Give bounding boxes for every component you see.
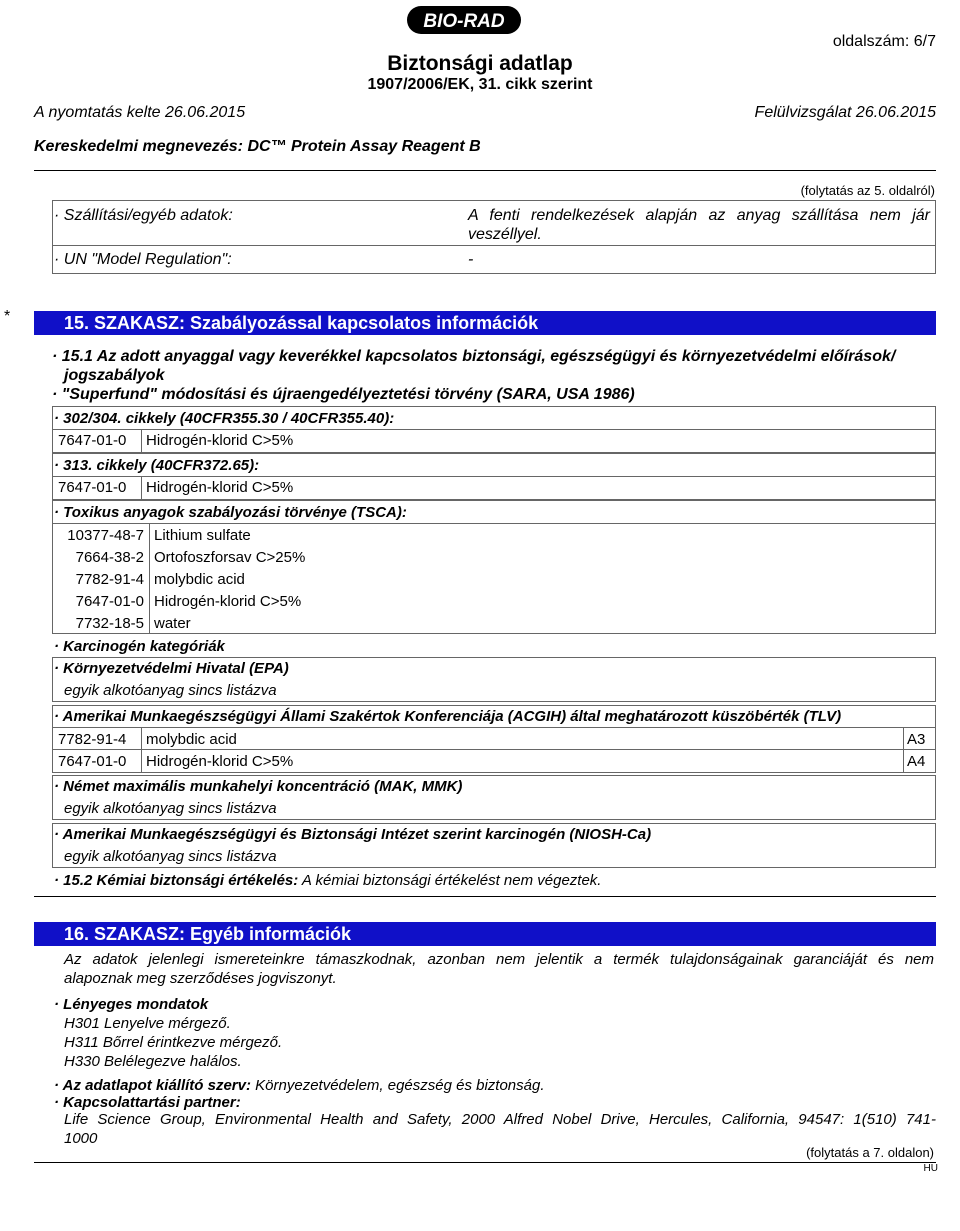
s313-cas: 7647-01-0 xyxy=(58,479,127,496)
transport-other-label: · Szállítási/egyéb adatok: xyxy=(54,207,233,224)
tsca-col-divider xyxy=(149,524,150,634)
niosh-value: egyik alkotóanyag sincs listázva xyxy=(64,848,277,865)
epa-label: · Környezetvédelmi Hivatal (EPA) xyxy=(54,660,289,677)
acgih-category-2: A4 xyxy=(907,753,926,770)
transport-divider xyxy=(52,245,936,246)
acgih-row-divider xyxy=(52,749,936,750)
acgih-category-1: A3 xyxy=(907,731,926,748)
phrase-h301: H301 Lenyelve mérgező. xyxy=(64,1015,231,1032)
s151-line-2: jogszabályok xyxy=(64,367,165,384)
acgih-col-divider-2 xyxy=(903,728,904,773)
s152-label: · 15.2 Kémiai biztonsági értékelés: xyxy=(54,872,299,889)
mak-label: · Német maximális munkahelyi koncentráció (MAK, MMK) xyxy=(54,778,463,795)
s313-divider xyxy=(52,476,936,477)
print-date: A nyomtatás kelte 26.06.2015 xyxy=(34,104,246,121)
s16-intro-1: Az adatok jelenlegi ismereteinkre támaszkodnak, azonban nem jelentik a termék tulajdonságainak garanciáját és nem xyxy=(64,951,934,968)
changed-marker: * xyxy=(4,308,11,325)
contact-label: · Kapcsolattartási partner: xyxy=(54,1094,241,1111)
issuer-label: · Az adatlapot kiállító szerv: xyxy=(54,1077,251,1094)
revision-date: Felülvizsgálat 26.06.2015 xyxy=(754,104,936,121)
header-divider xyxy=(34,170,936,171)
tsca-cas-1: 10377-48-7 xyxy=(67,527,144,544)
issuer-value: Környezetvédelem, egészség és biztonság. xyxy=(251,1077,545,1094)
continued-from: (folytatás az 5. oldalról) xyxy=(800,183,935,198)
tsca-cas-3: 7782-91-4 xyxy=(75,571,144,588)
tsca-cas-2: 7664-38-2 xyxy=(75,549,144,566)
acgih-divider xyxy=(52,727,936,728)
tsca-substance-1: Lithium sulfate xyxy=(154,527,251,544)
continued-to: (folytatás a 7. oldalon) xyxy=(806,1145,934,1160)
tsca-label: · Toxikus anyagok szabályozási törvénye (TSCA): xyxy=(54,504,407,521)
relevant-phrases-label: · Lényeges mondatok xyxy=(54,996,209,1013)
un-model-label: · UN "Model Regulation": xyxy=(54,251,232,268)
acgih-col-divider-1 xyxy=(141,728,142,773)
acgih-substance-2: Hidrogén-klorid C>5% xyxy=(146,753,294,770)
section-divider xyxy=(34,896,936,897)
s16-intro-2: alapoznak meg szerződéses jogviszonyt. xyxy=(64,970,337,987)
s152-value: A kémiai biztonsági értékelést nem végeztek. xyxy=(298,872,602,889)
sara-heading: · "Superfund" módosítási és újraengedélyeztetési törvény (SARA, USA 1986) xyxy=(52,386,635,403)
s302-divider xyxy=(52,429,936,430)
doc-subtitle: 1907/2006/EK, 31. cikk szerint xyxy=(367,76,593,93)
niosh-label: · Amerikai Munkaegészségügyi és Biztonsági Intézet szerint karcinogén (NIOSH-Ca) xyxy=(54,826,652,843)
s302-cas: 7647-01-0 xyxy=(58,432,127,449)
s302-label: · 302/304. cikkely (40CFR355.30 / 40CFR355.40): xyxy=(54,410,395,427)
page-number: oldalszám: 6/7 xyxy=(832,33,936,50)
s302-col-divider xyxy=(141,430,142,453)
section-15-title: 15. SZAKASZ: Szabályozással kapcsolatos információk xyxy=(34,311,936,335)
phrase-h311: H311 Bőrrel érintkezve mérgező. xyxy=(64,1034,283,1051)
phrase-h330: H330 Belélegezve halálos. xyxy=(64,1053,242,1070)
s313-label: · 313. cikkely (40CFR372.65): xyxy=(54,457,260,474)
mak-value: egyik alkotóanyag sincs listázva xyxy=(64,800,277,817)
acgih-label: · Amerikai Munkaegészségügyi Állami Szakértok Konferenciája (ACGIH) által meghatározott küszöbérték (TLV) xyxy=(54,708,842,725)
trade-name: Kereskedelmi megnevezés: DC™ Protein Assay Reagent B xyxy=(34,138,481,155)
acgih-cas-1: 7782-91-4 xyxy=(58,731,127,748)
carcinogen-categories-label: · Karcinogén kategóriák xyxy=(54,638,225,655)
tsca-substance-2: Ortofoszforsav C>25% xyxy=(154,549,306,566)
tsca-divider xyxy=(52,523,936,524)
transport-other-value-1: A fenti rendelkezések alapján az anyag szállítása nem jár xyxy=(468,207,930,224)
contact-line-2: 1000 xyxy=(64,1130,98,1147)
tsca-cas-5: 7732-18-5 xyxy=(75,615,144,632)
acgih-cas-2: 7647-01-0 xyxy=(58,753,127,770)
s152-line xyxy=(54,871,601,890)
s313-col-divider xyxy=(141,477,142,500)
acgih-substance-1: molybdic acid xyxy=(146,731,237,748)
tsca-cas-4: 7647-01-0 xyxy=(75,593,144,610)
transport-other-value-2: veszéllyel. xyxy=(468,226,542,243)
tsca-substance-3: molybdic acid xyxy=(154,571,245,588)
epa-value: egyik alkotóanyag sincs listázva xyxy=(64,682,277,699)
footer-divider xyxy=(34,1162,936,1163)
doc-title: Biztonsági adatlap xyxy=(387,52,573,75)
contact-line-1: Life Science Group, Environmental Health and Safety, 2000 Alfred Nobel Drive, Hercules, California, 94547: 1(510) 741- xyxy=(64,1111,936,1128)
section-16-title: 16. SZAKASZ: Egyéb információk xyxy=(34,922,936,946)
s313-substance: Hidrogén-klorid C>5% xyxy=(146,479,294,496)
tsca-substance-4: Hidrogén-klorid C>5% xyxy=(154,593,302,610)
s302-substance: Hidrogén-klorid C>5% xyxy=(146,432,294,449)
un-model-value: - xyxy=(468,251,474,268)
tsca-substance-5: water xyxy=(154,615,191,632)
svg-text:BIO-RAD: BIO-RAD xyxy=(423,11,505,32)
s151-line-1: · 15.1 Az adott anyaggal vagy keverékkel kapcsolatos biztonsági, egészségügyi és környezetvédelmi előírások/ xyxy=(52,348,896,365)
language-code: HU xyxy=(923,1163,938,1174)
bio-rad-logo xyxy=(405,4,523,36)
